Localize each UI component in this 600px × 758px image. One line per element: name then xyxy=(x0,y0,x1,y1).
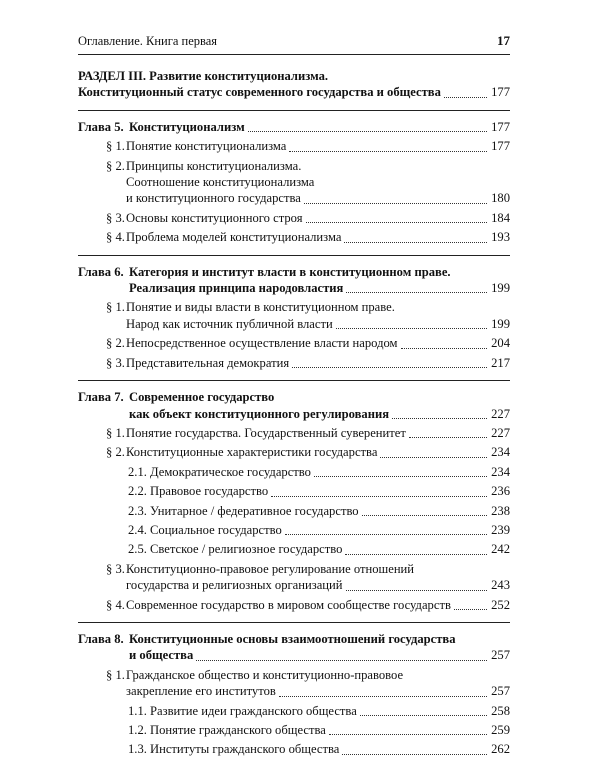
paragraph-title-line-row xyxy=(126,138,510,154)
chapter-heading xyxy=(78,389,510,422)
paragraph-entry xyxy=(78,597,510,613)
paragraph-title-line: Гражданское общество и конституционно-правовое xyxy=(126,667,404,682)
subparagraph-page: 262 xyxy=(491,742,510,757)
paragraph-title-line: Принципы конституционализма. xyxy=(126,158,302,173)
chapter-title xyxy=(129,264,510,297)
paragraph-title xyxy=(126,299,510,332)
paragraph-entry xyxy=(78,299,510,332)
subparagraph-entry xyxy=(78,483,510,499)
subparagraph-number: 2.4. xyxy=(128,522,147,537)
paragraph-page: 227 xyxy=(491,425,510,440)
subparagraph-text: Понятие гражданского общества xyxy=(150,723,326,737)
leader-dots xyxy=(285,533,487,535)
paragraph-title-line: Понятие конституционализма xyxy=(126,139,287,154)
subparagraph-page: 259 xyxy=(491,723,510,737)
paragraph-title xyxy=(126,667,510,700)
chapter-title-line: Конституционализм xyxy=(129,119,245,134)
subparagraph-row xyxy=(150,522,510,538)
subparagraph-text: Демократическое государство xyxy=(150,464,311,479)
chapter-heading xyxy=(78,631,510,664)
paragraph-entry xyxy=(78,335,510,351)
chapter-page: 227 xyxy=(491,406,510,421)
running-header-title: Оглавление. Книга первая xyxy=(78,34,218,48)
leader-dots xyxy=(279,695,487,697)
leader-dots xyxy=(289,150,487,152)
subparagraph-page: 238 xyxy=(491,503,510,518)
leader-dots xyxy=(345,553,487,555)
chapter-list xyxy=(78,110,510,758)
paragraph-page: 199 xyxy=(491,316,510,331)
subparagraph-entry xyxy=(78,722,510,738)
paragraph-title-line-row xyxy=(126,316,510,332)
paragraph-number: § 1. xyxy=(106,139,125,154)
paragraph-number: § 2. xyxy=(106,445,125,460)
subparagraph-row xyxy=(150,503,510,519)
subparagraph-row xyxy=(150,722,510,738)
table-of-contents xyxy=(78,68,510,758)
paragraph-title-line-row xyxy=(126,577,510,593)
paragraph-page: 257 xyxy=(491,684,510,699)
paragraph-title-line-row xyxy=(126,425,510,441)
subparagraph-title xyxy=(150,483,510,499)
subparagraph-number: 2.2. xyxy=(128,484,147,499)
paragraph-title-line-row xyxy=(126,444,510,460)
paragraph-title xyxy=(126,444,510,460)
subparagraph-page: 234 xyxy=(491,464,510,479)
paragraph-number: § 3. xyxy=(106,561,125,576)
section-title-line: Конституционный статус современного государства и общества xyxy=(78,85,441,100)
subparagraph-text: Унитарное / федеративное государство xyxy=(150,503,359,518)
leader-dots xyxy=(306,221,487,223)
leader-dots xyxy=(271,495,487,497)
paragraph-title-line: Конституционные характеристики государства xyxy=(126,445,378,460)
leader-dots xyxy=(380,456,487,458)
subparagraph-text: Правовое государство xyxy=(150,484,269,499)
paragraph-page: 204 xyxy=(491,336,510,351)
paragraph-title-line: Проблема моделей конституционализма xyxy=(126,230,342,245)
paragraph-title-line-row xyxy=(126,210,510,226)
chapter-title-line: Категория и институт власти в конституционном праве. xyxy=(129,264,451,279)
paragraph-title-line-row xyxy=(126,597,510,613)
chapter-heading xyxy=(78,119,510,135)
leader-dots xyxy=(248,130,487,132)
subparagraph-number: 1.2. xyxy=(128,723,147,737)
paragraph-entry xyxy=(78,210,510,226)
subparagraph-page: 242 xyxy=(491,542,510,557)
paragraph-title-line: Народ как источник публичной власти xyxy=(126,316,333,331)
paragraph-title xyxy=(126,335,510,351)
leader-dots xyxy=(292,366,487,368)
leader-dots xyxy=(346,291,487,293)
subparagraph-entry xyxy=(78,503,510,519)
paragraph-number: § 3. xyxy=(106,355,125,370)
paragraph-title-line: Непосредственное осуществление власти народом xyxy=(126,336,398,351)
chapter-title-line: Конституционные основы взаимоотношений государства xyxy=(129,631,456,646)
subparagraph-title xyxy=(150,703,510,719)
paragraph-number: § 4. xyxy=(106,230,125,245)
subparagraph-page: 258 xyxy=(491,703,510,718)
paragraph-number: § 1. xyxy=(106,667,125,682)
paragraph-title xyxy=(126,138,510,154)
subparagraph-entry xyxy=(78,464,510,480)
leader-dots xyxy=(342,753,487,755)
paragraph-title-line-row xyxy=(126,190,510,206)
subparagraph-title xyxy=(150,464,510,480)
paragraph-entry xyxy=(78,561,510,594)
paragraph-title xyxy=(126,425,510,441)
chapter-title-line: Реализация принципа народовластия xyxy=(129,281,344,296)
chapter-entry xyxy=(78,255,510,371)
paragraph-title-line: Современное государство в мировом сообществе государств xyxy=(126,597,451,612)
paragraph-entry xyxy=(78,355,510,371)
chapter-heading xyxy=(78,264,510,297)
paragraph-entry xyxy=(78,444,510,460)
paragraph-title-line: государства и религиозных организаций xyxy=(126,578,343,593)
chapter-number: Глава 7. xyxy=(78,390,124,405)
chapter-number: Глава 5. xyxy=(78,119,124,134)
paragraph-page: 234 xyxy=(491,445,510,460)
paragraph-title-line: Соотношение конституционализма xyxy=(126,175,315,190)
paragraph-page: 252 xyxy=(491,597,510,612)
paragraph-title-line: Понятие государства. Государственный суверенитет xyxy=(126,425,406,440)
chapter-entry xyxy=(78,110,510,246)
paragraph-title xyxy=(126,597,510,613)
leader-dots xyxy=(444,96,487,98)
subparagraph-row xyxy=(150,483,510,499)
subparagraph-entry xyxy=(78,703,510,719)
section-page: 177 xyxy=(491,85,510,100)
paragraph-title-line: Основы конституционного строя xyxy=(126,210,303,225)
paragraph-title xyxy=(126,158,510,207)
paragraph-page: 180 xyxy=(491,191,510,206)
paragraph-page: 217 xyxy=(491,355,510,370)
paragraph-title-line: Представительная демократия xyxy=(126,355,290,370)
subparagraph-number: 1.3. xyxy=(128,742,147,757)
subparagraph-page: 236 xyxy=(491,484,510,499)
section-title-row xyxy=(78,84,510,100)
paragraph-title-line: Понятие и виды власти в конституционном праве. xyxy=(126,300,395,315)
paragraph-number: § 1. xyxy=(106,300,125,315)
paragraph-page: 193 xyxy=(491,230,510,245)
subparagraph-number: 2.1. xyxy=(128,464,147,479)
leader-dots xyxy=(454,608,487,610)
chapter-title xyxy=(129,119,510,135)
chapter-title-line-row xyxy=(129,280,510,296)
paragraph-entry xyxy=(78,158,510,207)
leader-dots xyxy=(336,327,487,329)
paragraph-title xyxy=(126,561,510,594)
subparagraph-text: Социальное государство xyxy=(150,522,282,537)
paragraph-entry xyxy=(78,425,510,441)
chapter-title-line-row xyxy=(129,119,510,135)
paragraph-title-line-row xyxy=(126,229,510,245)
chapter-title xyxy=(129,389,510,422)
leader-dots xyxy=(360,714,487,716)
paragraph-title xyxy=(126,355,510,371)
paragraph-number: § 2. xyxy=(106,336,125,351)
subparagraph-title xyxy=(150,522,510,538)
paragraph-title-line: закрепление его институтов xyxy=(126,684,276,699)
chapter-title-line-row xyxy=(129,647,510,663)
paragraph-title-line-row xyxy=(126,335,510,351)
subparagraph-row xyxy=(150,464,510,480)
running-header xyxy=(78,33,510,55)
leader-dots xyxy=(196,659,487,661)
chapter-entry xyxy=(78,622,510,758)
leader-dots xyxy=(392,417,487,419)
subparagraph-entry xyxy=(78,541,510,557)
paragraph-entry xyxy=(78,138,510,154)
subparagraph-number: 1.1. xyxy=(128,703,147,718)
subparagraph-row xyxy=(150,541,510,557)
leader-dots xyxy=(314,475,487,477)
chapter-page: 257 xyxy=(491,648,510,663)
paragraph-entry xyxy=(78,229,510,245)
leader-dots xyxy=(346,589,487,591)
subparagraph-text: Институты гражданского общества xyxy=(150,742,340,757)
section-heading xyxy=(78,68,510,101)
paragraph-title xyxy=(126,210,510,226)
chapter-entry xyxy=(78,380,510,613)
chapter-title-line: и общества xyxy=(129,648,194,663)
subparagraph-title xyxy=(150,722,510,738)
paragraph-title-line-row xyxy=(126,355,510,371)
paragraph-title-line-row xyxy=(126,683,510,699)
page-number: 17 xyxy=(497,33,510,48)
paragraph-title-line: и конституционного государства xyxy=(126,191,301,206)
subparagraph-entry xyxy=(78,522,510,538)
subparagraph-row xyxy=(150,703,510,719)
chapter-page: 199 xyxy=(491,281,510,296)
paragraph-entry xyxy=(78,667,510,700)
paragraph-page: 243 xyxy=(491,578,510,593)
leader-dots xyxy=(329,733,487,735)
subparagraph-number: 2.3. xyxy=(128,503,147,518)
leader-dots xyxy=(344,241,487,243)
leader-dots xyxy=(401,347,487,349)
chapter-page: 177 xyxy=(491,119,510,134)
chapter-title-line-row xyxy=(129,406,510,422)
subparagraph-title xyxy=(150,541,510,557)
paragraph-page: 184 xyxy=(491,210,510,225)
subparagraph-page: 239 xyxy=(491,522,510,537)
paragraph-title-line: Конституционно-правовое регулирование отношений xyxy=(126,561,415,576)
paragraph-title xyxy=(126,229,510,245)
paragraph-page: 177 xyxy=(491,139,510,154)
chapter-title-line: Современное государство xyxy=(129,390,275,405)
subparagraph-text: Развитие идеи гражданского общества xyxy=(150,703,357,718)
leader-dots xyxy=(362,514,487,516)
paragraph-number: § 1. xyxy=(106,425,125,440)
paragraph-number: § 3. xyxy=(106,210,125,225)
chapter-number: Глава 6. xyxy=(78,264,124,279)
paragraph-number: § 4. xyxy=(106,597,125,612)
section-title-line: РАЗДЕЛ III. Развитие конституционализма. xyxy=(78,69,329,83)
chapter-title xyxy=(129,631,510,664)
paragraph-number: § 2. xyxy=(106,158,125,173)
leader-dots xyxy=(304,202,487,204)
leader-dots xyxy=(409,436,487,438)
subparagraph-number: 2.5. xyxy=(128,542,147,557)
chapter-title-line: как объект конституционного регулирования xyxy=(129,406,390,421)
subparagraph-title xyxy=(150,503,510,519)
chapter-number: Глава 8. xyxy=(78,631,124,646)
subparagraph-text: Светское / религиозное государство xyxy=(150,542,343,557)
